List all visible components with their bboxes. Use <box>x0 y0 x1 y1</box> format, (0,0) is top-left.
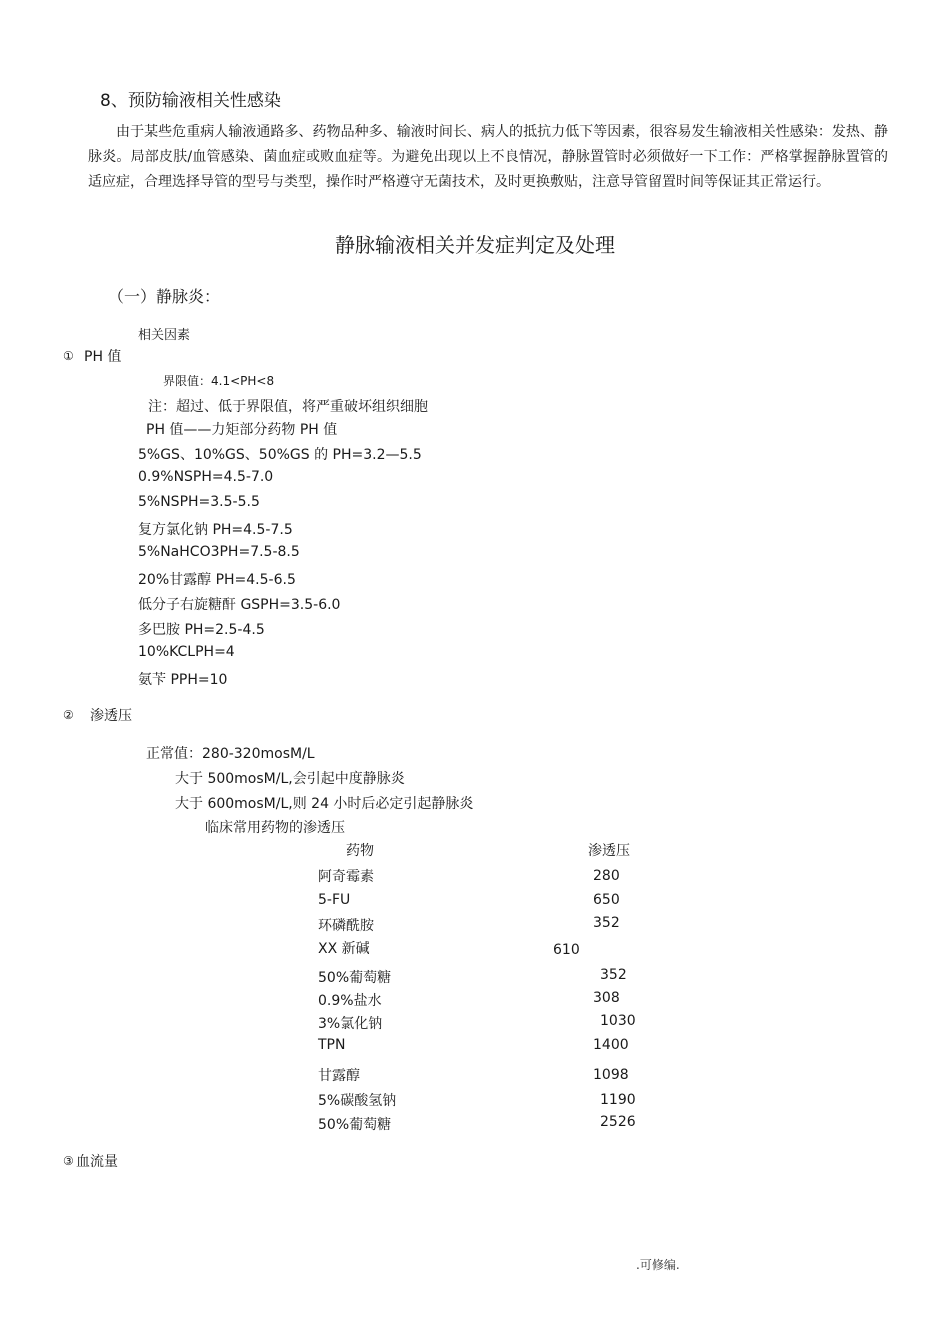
table-cell-value: 1190 <box>600 1092 636 1108</box>
table-cell-value: 650 <box>593 892 620 908</box>
paragraph-text: 由于某些危重病人输液通路多、药物品种多、输液时间长、病人的抵抗力低下等因素，很容易发生输液相关性感染：发热、静脉炎。局部皮肤/血管感染、菌血症或败血症等。为避免出现以上不良情况，静脉置管时必须做好一下工作：严格掌握静脉置管的适应症，合理选择导管的型号与类型，操作时严格遵守无菌技术，及时更换敷贴，注意导管留置时间等保证其正常运行。 <box>88 124 888 190</box>
body-paragraph <box>88 120 888 195</box>
column-header-osmotic: 渗透压 <box>588 843 630 859</box>
circled-number-2: ② <box>63 708 74 722</box>
circled-number-3: ③ <box>63 1154 74 1168</box>
table-cell-drug: 5-FU <box>318 892 351 908</box>
osmotic-line: 大于 500mosM/L,会引起中度静脉炎 <box>175 771 405 787</box>
table-cell-value: 1030 <box>600 1013 636 1029</box>
ph-item: 复方氯化钠 PH=4.5-7.5 <box>138 522 293 538</box>
circled-number-1: ① <box>63 349 74 363</box>
table-cell-drug: 环磷酰胺 <box>318 918 374 934</box>
osmotic-table-title: 临床常用药物的渗透压 <box>205 820 345 836</box>
ph-label: PH 值 <box>84 349 122 365</box>
table-cell-value: 352 <box>593 915 620 931</box>
table-cell-drug: 5%碳酸氢钠 <box>318 1093 397 1109</box>
table-cell-drug: 50%葡萄糖 <box>318 970 392 986</box>
table-cell-value: 1098 <box>593 1067 629 1083</box>
ph-item: 5%NSPH=3.5-5.5 <box>138 494 260 510</box>
table-cell-drug: TPN <box>318 1037 346 1053</box>
ph-note: 注：超过、低于界限值，将严重破坏组织细胞 <box>148 399 428 415</box>
table-cell-drug: 50%葡萄糖 <box>318 1117 392 1133</box>
page-title: 静脉输液相关并发症判定及处理 <box>335 233 615 257</box>
table-cell-value: 308 <box>593 990 620 1006</box>
table-cell-value: 610 <box>553 942 580 958</box>
table-cell-value: 1400 <box>593 1037 629 1053</box>
ph-item: 氨苄 PPH=10 <box>138 672 228 688</box>
osmotic-line: 大于 600mosM/L,则 24 小时后必定引起静脉炎 <box>175 796 474 812</box>
table-cell-drug: 阿奇霉素 <box>318 869 374 885</box>
ph-item: 20%甘露醇 PH=4.5-6.5 <box>138 572 296 588</box>
ph-item: 5%NaHCO3PH=7.5-8.5 <box>138 544 300 560</box>
ph-list-title: PH 值——力矩部分药物 PH 值 <box>146 422 338 438</box>
ph-item: 0.9%NSPH=4.5-7.0 <box>138 469 274 485</box>
ph-item: 5%GS、10%GS、50%GS 的 PH=3.2—5.5 <box>138 447 422 463</box>
table-cell-value: 352 <box>600 967 627 983</box>
section-heading: 8、预防输液相关性感染 <box>100 91 281 111</box>
table-cell-drug: 甘露醇 <box>318 1068 360 1084</box>
osmotic-normal: 正常值：280-320mosM/L <box>146 746 315 762</box>
table-cell-drug: XX 新碱 <box>318 941 370 957</box>
table-cell-drug: 3%氯化钠 <box>318 1016 383 1032</box>
ph-limit: 界限值：4.1<PH<8 <box>163 374 275 388</box>
page-footer: .可修编. <box>636 1258 680 1272</box>
factors-label: 相关因素 <box>138 328 191 343</box>
table-cell-value: 2526 <box>600 1114 636 1130</box>
subsection-heading: （一）静脉炎： <box>108 287 221 306</box>
table-cell-drug: 0.9%盐水 <box>318 993 382 1009</box>
ph-item: 10%KCLPH=4 <box>138 644 235 660</box>
blood-flow-label: 血流量 <box>76 1154 118 1170</box>
ph-item: 多巴胺 PH=2.5-4.5 <box>138 622 265 638</box>
column-header-drug: 药物 <box>346 843 374 859</box>
osmotic-label: 渗透压 <box>90 708 132 724</box>
ph-item: 低分子右旋糖酐 GSPH=3.5-6.0 <box>138 597 341 613</box>
table-cell-value: 280 <box>593 868 620 884</box>
